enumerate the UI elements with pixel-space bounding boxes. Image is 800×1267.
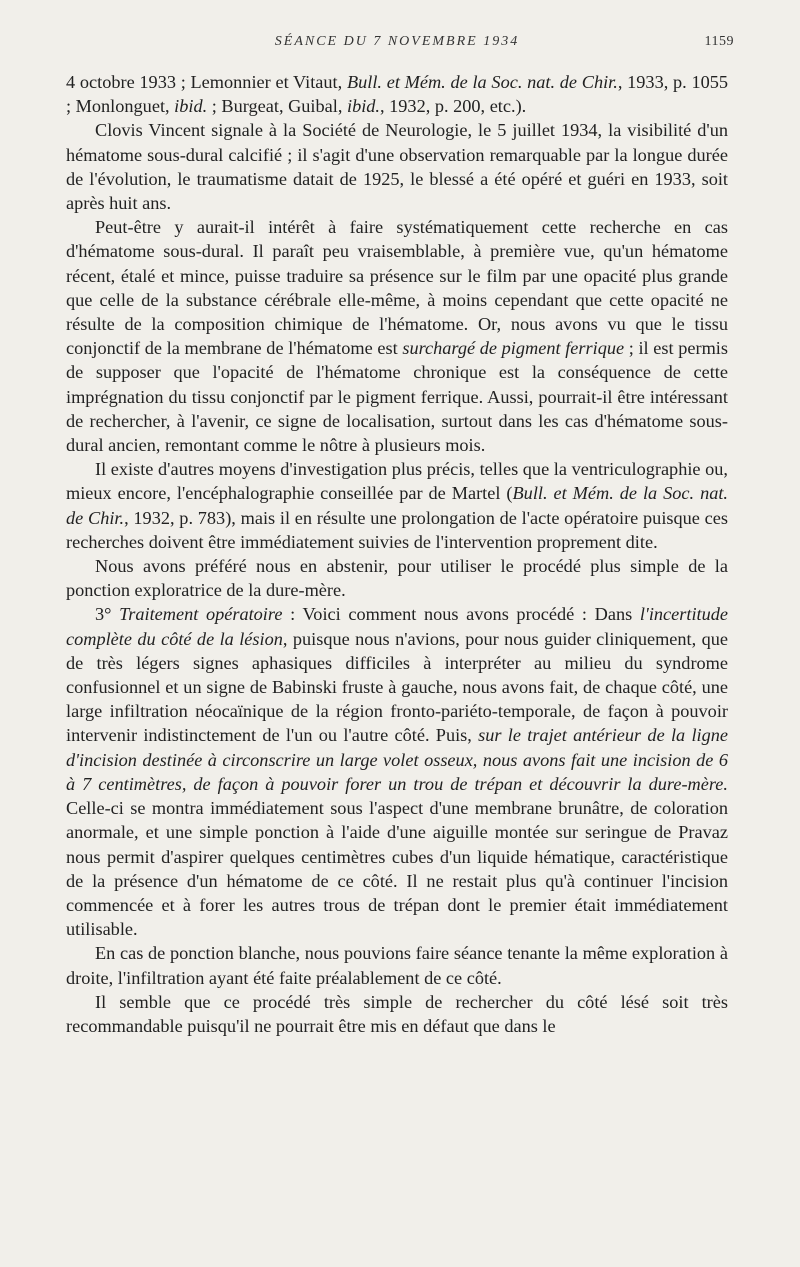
italic-text: Bull. et Mém. de la Soc. nat. de Chir. <box>346 72 618 92</box>
text-run: , 1933, p. 1055 ; Monlonguet, <box>66 72 729 117</box>
paragraph <box>66 990 728 1038</box>
text-run: ; il est permis de supposer que l'opacité de l'hématome chronique est la conséquence de cette imprégnation du tissu conjonctif par le pigment ferrique. Aussi, pourrait-il être intéressant de rechercher, à l'avenir, ce signe de localisation, surtout dans les cas d'hématome sous-dural ancien, remontant comme le nôtre à plusieurs mois. <box>66 338 728 456</box>
italic-text: sur le trajet antérieur de la ligne d'incision destinée à circonscrire un large volet osseux, nous avons fait une incision de 6 à 7 centimètres, de façon à pouvoir forer un trou de trépan et découvrir la dure-mère. <box>66 725 729 794</box>
text-run: Clovis Vincent signale à la Société de Neurologie, le 5 juillet 1934, la visibilité d'un hématome sous-dural calcifié ; il s'agit d'une observation remarquable par la longue durée de l'évolution, le traumatisme datait de 1925, le blessé a été opéré et guéri en 1933, soit après huit ans. <box>66 120 728 214</box>
italic-text: Traitement opératoire <box>119 604 283 625</box>
text-run: Nous avons préféré nous en abstenir, pour utiliser le procédé plus simple de la ponction exploratrice de la dure-mère. <box>66 556 728 601</box>
italic-text: l'incertitude complète du côté de la lésion <box>66 604 729 649</box>
italic-text: Bull. et Mém. de la Soc. nat. de Chir. <box>66 483 729 528</box>
italic-text: surchargé de pigment ferrique <box>402 338 625 359</box>
text-run: , 1932, p. 200, etc.). <box>380 96 527 117</box>
running-head <box>66 34 734 60</box>
page-number: 1159 <box>704 34 734 49</box>
paragraph <box>66 941 728 989</box>
text-run: Il semble que ce procédé très simple de rechercher du côté lésé soit très recommandable puisqu'il ne pourrait être mis en défaut que dans le <box>66 991 728 1036</box>
body-text <box>66 70 728 1038</box>
text-run: : Voici comment nous avons procédé : Dans <box>282 604 640 625</box>
text-run: Peut-être y aurait-il intérêt à faire systématiquement cette recherche en cas d'hématome sous-dural. Il paraît peu vraisemblable, à première vue, qu'un hématome récent, étalé et mince, puisse traduire sa présence sur le film par une opacité plus grande que celle de la substance cérébrale elle-même, à moins cependant que cette opacité ne résulte de la composition chimique de l'hématome. Or, nous avons vu que le tissu conjonctif de la membrane de l'hématome est <box>66 217 728 359</box>
running-title: SÉANCE DU 7 NOVEMBRE 1934 <box>274 34 520 49</box>
italic-text: ibid. <box>174 96 208 117</box>
text-run: En cas de ponction blanche, nous pouvions faire séance tenante la même exploration à droite, l'infiltration ayant été faite préalablement de ce côté. <box>66 943 728 988</box>
text-run: , puisque nous n'avions, pour nous guider cliniquement, que de très légers signes aphasiques difficiles à interpréter au milieu du syndrome confusionnel et un signe de Babinski fruste à gauche, nous avons fait, de chaque côté, une large infiltration néocaïnique de la région fronto-pariéto-temporale, de façon à pouvoir intervenir indistinctement de l'un ou l'autre côté. Puis, <box>66 628 728 746</box>
text-run: , 1932, p. 783), mais il en résulte une prolongation de l'acte opératoire puisque ces recherches doivent être immédiatement suivies de l'intervention proprement dite. <box>66 507 729 552</box>
text-run: ; Burgeat, Guibal, <box>207 96 347 117</box>
text-run: Celle-ci se montra immédiatement sous l'aspect d'une membrane brunâtre, de coloration anormale, et une simple ponction à l'aide d'une aiguille montée sur seringue de Pravaz nous permit d'aspirer quelques centimètres cubes d'un liquide hématique, caractéristique de la présence d'un hématome de ce côté. Il ne restait plus qu'à continuer l'incision commencée et à forer les autres trous de trépan dont le premier était immédiatement utilisable. <box>66 798 728 940</box>
text-run: Il existe d'autres moyens d'investigation plus précis, telles que la ventriculographie ou, mieux encore, l'encéphalographie conseillée par de Martel ( <box>66 459 728 504</box>
paragraph <box>66 602 728 941</box>
text-run: 3° <box>95 604 120 625</box>
italic-text: ibid. <box>346 96 380 117</box>
paragraph <box>66 457 728 554</box>
paragraph <box>66 554 728 602</box>
paragraph <box>66 215 728 457</box>
text-run: 4 octobre 1933 ; Lemonnier et Vitaut, <box>66 72 347 92</box>
paragraph <box>66 118 728 215</box>
paragraph <box>66 70 728 118</box>
